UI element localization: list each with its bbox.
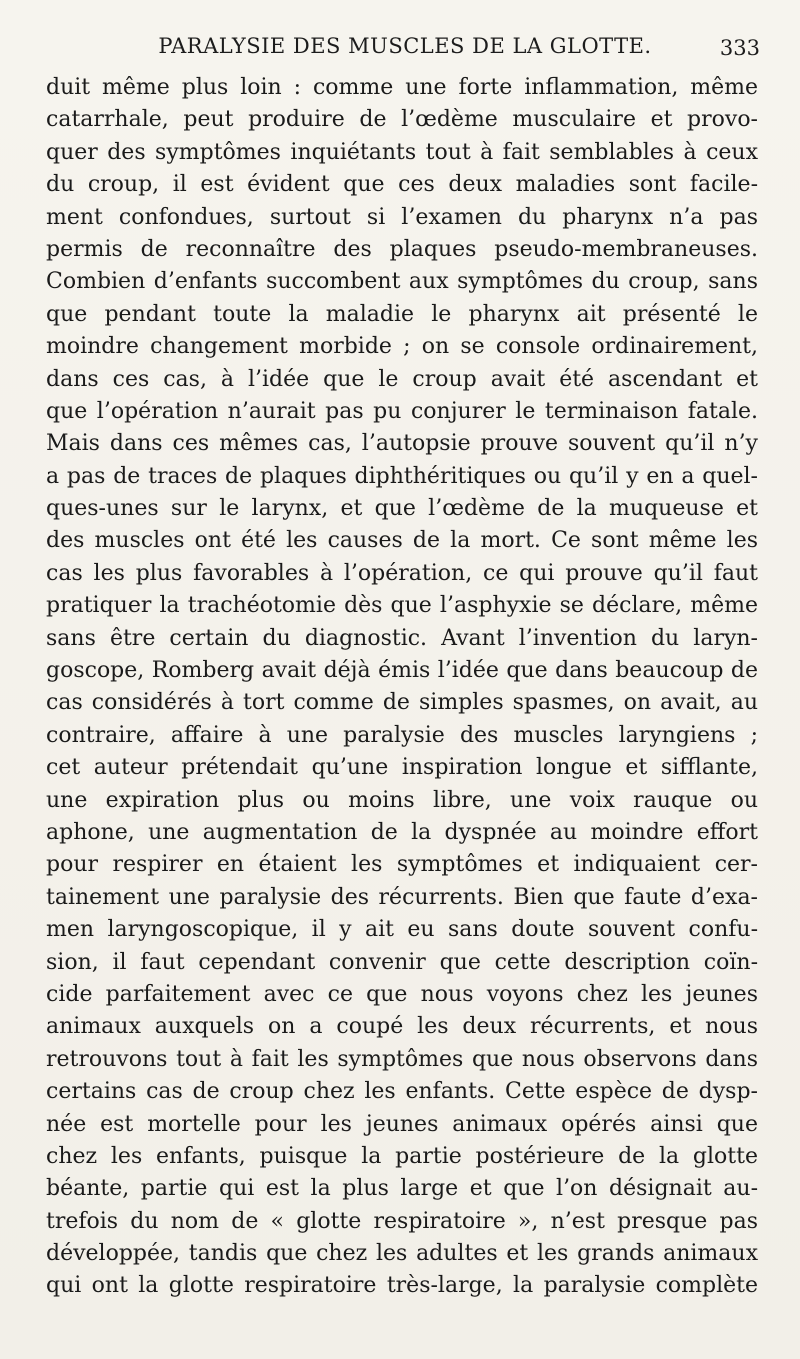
text-line: cas considérés à tort comme de simples spasmes, on avait, au (46, 690, 758, 716)
text-line: des muscles ont été les causes de la mort. Ce sont même les (46, 528, 758, 554)
text-line: née est mortelle pour les jeunes animaux opérés ainsi que (46, 1111, 758, 1137)
text-line: goscope, Romberg avait déjà émis l’idée que dans beaucoup de (46, 658, 758, 684)
text-line: cet auteur prétendait qu’une inspiration longue et sifflante, (46, 755, 758, 781)
text-line: Mais dans ces mêmes cas, l’autopsie prouve souvent qu’il n’y (46, 431, 758, 457)
text-line: cas les plus favorables à l’opération, ce qui prouve qu’il faut (46, 560, 758, 586)
text-line: tainement une paralysie des récurrents. Bien que faute d’exa- (46, 884, 758, 910)
text-line: retrouvons tout à fait les symptômes que nous observons dans (46, 1046, 758, 1072)
text-line: chez les enfants, puisque la partie postérieure de la glotte (46, 1143, 758, 1169)
text-line: sans être certain du diagnostic. Avant l’invention du laryn- (46, 625, 758, 651)
text-line: aphone, une augmentation de la dyspnée au moindre effort (46, 819, 758, 845)
text-line: du croup, il est évident que ces deux maladies sont facile- (46, 172, 758, 198)
page-header (44, 34, 766, 64)
text-line: quer des symptômes inquiétants tout à fait semblables à ceux (46, 139, 758, 165)
text-line: contraire, affaire à une paralysie des muscles laryngiens ; (46, 722, 758, 748)
text-line: ment confondues, surtout si l’examen du pharynx n’a pas (46, 204, 758, 230)
text-line: sion, il faut cependant convenir que cette description coïn- (46, 949, 758, 975)
text-line: certains cas de croup chez les enfants. Cette espèce de dysp- (46, 1079, 758, 1105)
text-line: ques-unes sur le larynx, et que l’œdème de la muqueuse et (46, 496, 758, 522)
text-line: une expiration plus ou moins libre, une voix rauque ou (46, 787, 758, 813)
text-line: moindre changement morbide ; on se console ordinairement, (46, 334, 758, 360)
text-line: catarrhale, peut produire de l’œdème musculaire et provo- (46, 107, 758, 133)
text-line: Combien d’enfants succombent aux symptômes du croup, sans (46, 269, 758, 295)
text-line: que pendant toute la maladie le pharynx ait présenté le (46, 301, 758, 327)
text-line: cide parfaitement avec ce que nous voyons chez les jeunes (46, 981, 758, 1007)
running-title: PARALYSIE DES MUSCLES DE LA GLOTTE. (158, 34, 652, 58)
body-text (46, 72, 758, 1303)
page-number: 333 (719, 36, 760, 60)
text-line: dans ces cas, à l’idée que le croup avait été ascendant et (46, 366, 758, 392)
text-line: pour respirer en étaient les symptômes et indiquaient cer- (46, 852, 758, 878)
text-line: duit même plus loin : comme une forte inflammation, même (46, 75, 758, 100)
text-line: permis de reconnaître des plaques pseudo-membraneuses. (46, 236, 758, 262)
text-line: men laryngoscopique, il y ait eu sans doute souvent confu- (46, 917, 758, 943)
text-line: développée, tandis que chez les adultes et les grands animaux (46, 1241, 758, 1267)
text-line: béante, partie qui est la plus large et que l’on désignait au- (46, 1176, 758, 1202)
text-line: animaux auxquels on a coupé les deux récurrents, et nous (46, 1014, 758, 1040)
text-line: pratiquer la trachéotomie dès que l’asphyxie se déclare, même (46, 593, 758, 619)
text-line: qui ont la glotte respiratoire très-large, la paralysie complète (46, 1273, 758, 1299)
text-line: trefois du nom de « glotte respiratoire », n’est presque pas (46, 1208, 758, 1234)
text-line: a pas de traces de plaques diphthéritiques ou qu’il y en a quel- (46, 463, 758, 489)
text-line: que l’opération n’aurait pas pu conjurer le terminaison fatale. (46, 398, 758, 424)
